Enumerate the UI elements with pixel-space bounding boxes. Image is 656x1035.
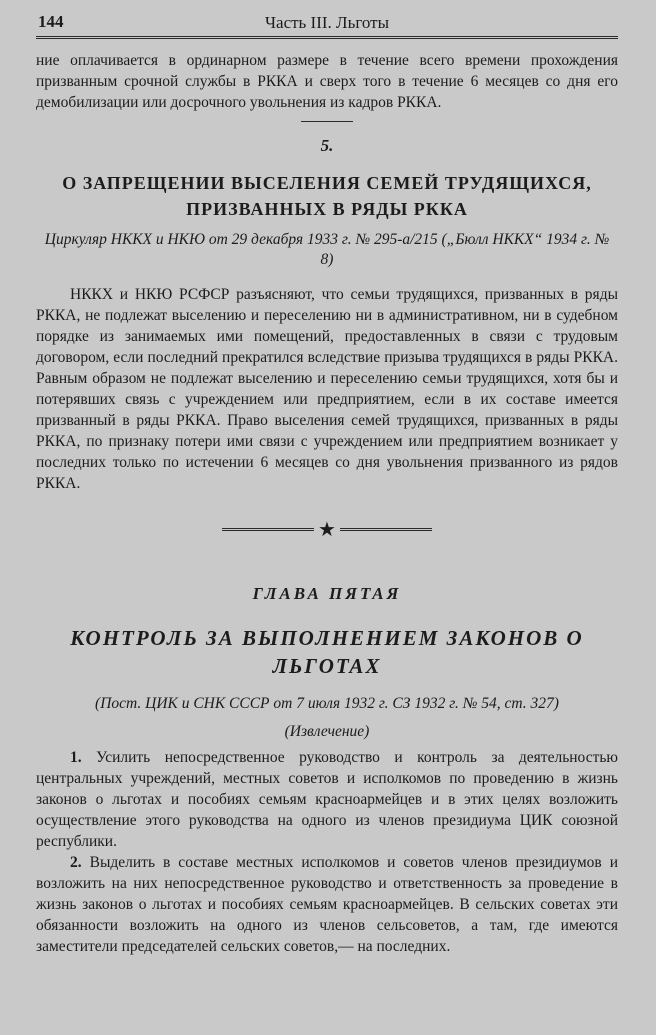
item-text: Усилить непосредственное руководство и контроль за деятельностью центральных учреждений, местных советов и исполкомов по проведению в жизнь законов о льготах и пособиях семьям красноармейцев и в этих целях возложить осуществление этого руководства на одного из членов президиума ЦИК союзной республики. [36,749,618,850]
chapter-decree: (Пост. ЦИК и СНК СССР от 7 июля 1932 г. СЗ 1932 г. № 54, ст. 327) [95,695,559,712]
star-divider [36,520,618,540]
continuation-paragraph: ние оплачивается в ординарном размере в течение всего времени прохождения призванным срочной службы в РККА и сверх того в течение 6 месяцев со дня его демобилизации или досрочного увольнения из кадров РККА. [36,52,618,111]
page-number: 144 [38,12,64,31]
item-text: Выделить в составе местных исполкомов и советов членов президиумов и возложить на них непосредственное руководство и ответственность за проведение в жизнь законов о льготах и пособиях семьям красноармейцев. В сельских советах эти обязанности возложить на одного из членов сельсоветов, а там, где имеются заместители председателей сельских советов,— на последних. [36,854,618,955]
divider-line-left [222,528,314,533]
item-number: 1. [70,749,82,766]
header-rule [36,36,618,41]
chapter-label: ГЛАВА ПЯТАЯ [252,584,402,603]
section-body: НККХ и НКЮ РСФСР разъясняют, что семьи трудящихся, призванных в ряды РККА, не подлежат выселению и переселению ни в административном, ни в судебном порядке из занимаемых ими помещений, предоставленных в связи с трудовым договором, если последний прекратился вследствие призыва трудящихся в ряды РККА. Равным образом не подлежат выселению и переселению семьи трудящихся, хотя бы и потерявших связь с учреждением или предприятием, если в их составе имеется призванный в ряды РККА. Право выселения семей трудящихся, призванных в ряды РККА, по признаку потери ими связи с учреждением или предприятием возникает у последних только по истечении 6 месяцев со дня увольнения призванного из рядов РККА. [36,286,618,492]
section-title: О ЗАПРЕЩЕНИИ ВЫСЕЛЕНИЯ СЕМЕЙ ТРУДЯЩИХСЯ, ПРИЗВАННЫХ В РЯДЫ РККА [62,173,592,219]
chapter-title: КОНТРОЛЬ ЗА ВЫПОЛНЕНИЕМ ЗАКОНОВ О ЛЬГОТАХ [70,626,584,678]
divider-line-right [340,528,432,533]
section-separator [301,121,353,122]
section-source: Циркуляр НККХ и НКЮ от 29 декабря 1933 г. № 295-а/215 („Бюлл НККХ“ 1934 г. № 8) [44,231,610,268]
section-number: 5. [320,136,334,155]
list-item [36,747,618,852]
star-icon: ★ [318,519,336,541]
page-header [36,0,618,40]
running-title: Часть III. Льготы [264,13,389,32]
list-item [36,852,618,957]
item-number: 2. [70,854,82,871]
extract-note: (Извлечение) [284,723,370,740]
